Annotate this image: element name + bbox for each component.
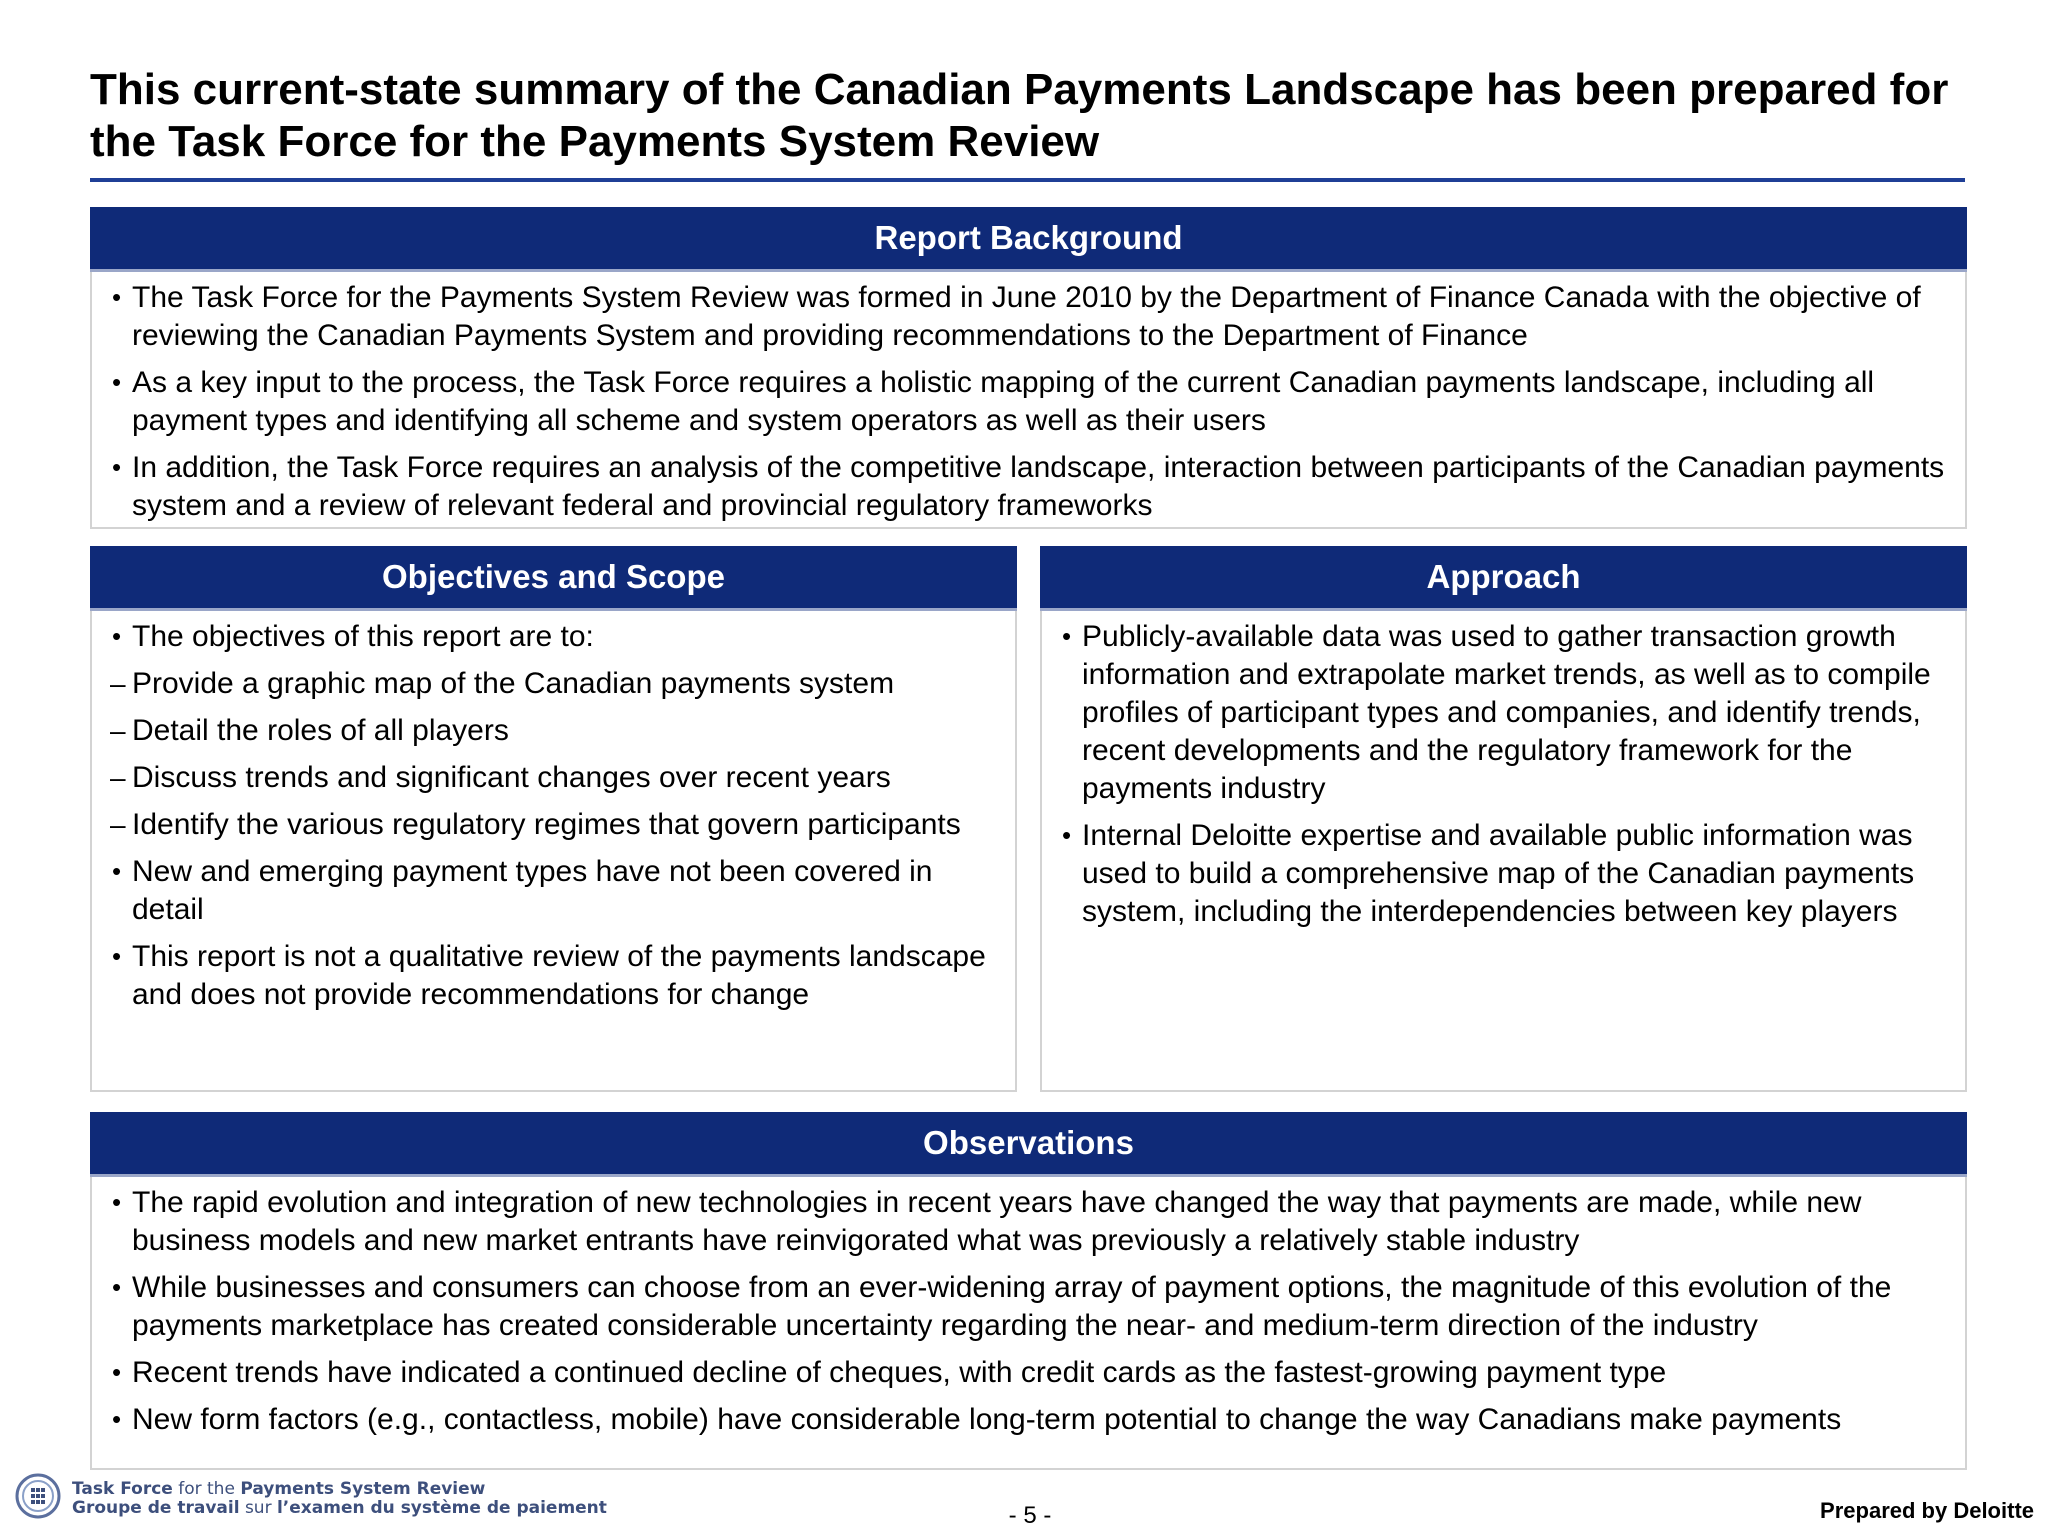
- observations-list: [110, 1184, 1951, 1439]
- page-number: - 5 -: [1008, 1502, 1052, 1529]
- title-divider: [90, 178, 1965, 182]
- report-background-panel: [90, 207, 1967, 529]
- logo-text: Task Force for the Payments System Review Groupe de travail sur l’examen du système de paiement: [72, 1479, 607, 1518]
- report-background-header: Report Background: [90, 207, 1967, 272]
- list-item: • Recent trends have indicated a continued decline of cheques, with credit cards as the fastest-growing payment type: [110, 1354, 1951, 1392]
- list-item: • New and emerging payment types have not been covered in detail: [110, 853, 1001, 929]
- list-item: • In addition, the Task Force requires an analysis of the competitive landscape, interaction between participants of the Canadian payments system and a review of relevant federal and provincial regulatory frameworks: [110, 449, 1951, 525]
- task-force-logo-icon: [14, 1472, 62, 1520]
- task-force-logo: [14, 1468, 607, 1528]
- list-item: – Provide a graphic map of the Canadian payments system: [110, 665, 1001, 703]
- list-item: • The rapid evolution and integration of new technologies in recent years have changed the way that payments are made, while new business models and new market entrants have reinvigorated what was previously a relatively stable industry: [110, 1184, 1951, 1260]
- list-item: • This report is not a qualitative review of the payments landscape and does not provide recommendations for change: [110, 938, 1001, 1014]
- observations-header: Observations: [90, 1112, 1967, 1177]
- objectives-panel: [90, 546, 1017, 1092]
- report-background-list: [110, 279, 1951, 525]
- approach-header: Approach: [1040, 546, 1967, 611]
- objectives-header: Objectives and Scope: [90, 546, 1017, 611]
- list-item: • Internal Deloitte expertise and available public information was used to build a comprehensive map of the Canadian payments system, including the interdependencies between key players: [1060, 817, 1951, 931]
- list-item: – Detail the roles of all players: [110, 712, 1001, 750]
- observations-panel: [90, 1112, 1967, 1470]
- list-item: • As a key input to the process, the Task Force requires a holistic mapping of the current Canadian payments landscape, including all payment types and identifying all scheme and system operators as well as their users: [110, 364, 1951, 440]
- list-item: • Publicly-available data was used to gather transaction growth information and extrapolate market trends, as well as to compile profiles of participant types and companies, and identify trends, recent developments and the regulatory framework for the payments industry: [1060, 618, 1951, 808]
- approach-list: [1060, 618, 1951, 931]
- list-item: • New form factors (e.g., contactless, mobile) have considerable long-term potential to change the way Canadians make payments: [110, 1401, 1951, 1439]
- approach-panel: [1040, 546, 1967, 1092]
- list-item: – Identify the various regulatory regimes that govern participants: [110, 806, 1001, 844]
- list-item: • The objectives of this report are to:: [110, 618, 1001, 656]
- objectives-list: [110, 618, 1001, 1014]
- prepared-by: Prepared by Deloitte: [1820, 1498, 2034, 1523]
- list-item: • The Task Force for the Payments System Review was formed in June 2010 by the Department of Finance Canada with the objective of reviewing the Canadian Payments System and providing recommendations to the Department of Finance: [110, 279, 1951, 355]
- list-item: • While businesses and consumers can choose from an ever-widening array of payment options, the magnitude of this evolution of the payments marketplace has created considerable uncertainty regarding the near- and medium-term direction of the industry: [110, 1269, 1951, 1345]
- page-title: This current-state summary of the Canadian Payments Landscape has been prepared for the Task Force for the Payments System Review: [90, 65, 1949, 166]
- list-item: – Discuss trends and significant changes over recent years: [110, 759, 1001, 797]
